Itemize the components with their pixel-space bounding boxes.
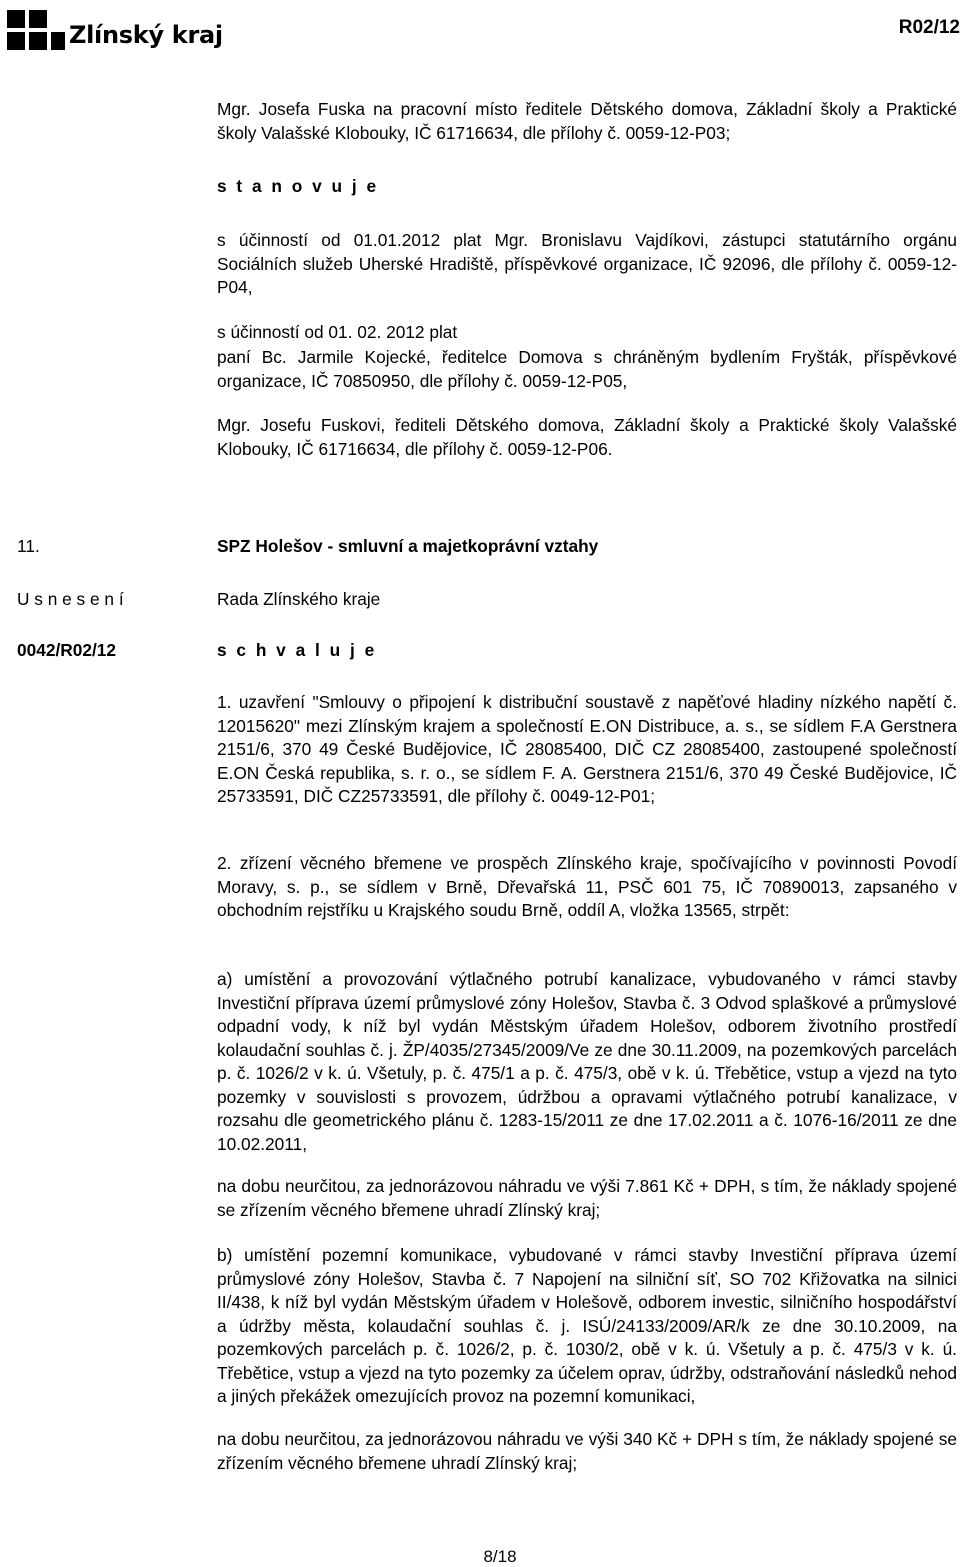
page-number: 8/18 [483,1547,517,1566]
zlinsky-kraj-logo [7,10,223,54]
document-code: R02/12 [898,17,960,38]
resolution-number: 0042/R02/12 [17,640,116,660]
item-2a-fee: na dobu neurčitou, za jednorázovou náhradu ve výši 7.861 Kč + DPH, s tím, že náklady spojené se zřízením věcného břemene uhradí Zlínský kraj; [217,1176,957,1220]
stanovuje-heading: s t a n o v u j e [217,176,379,196]
paragraph-effective-date: s účinností od 01. 02. 2012 plat [217,322,458,342]
usneseni-label: U s n e s e n í [17,589,124,609]
schvaluje-heading: s c h v a l u j e [217,640,377,660]
item-1-connection-contract: 1. uzavření "Smlouvy o připojení k distribuční soustavě z napěťové hladiny nízkého napětí č. 12015620" mezi Zlínským krajem a společností E.ON Distribuce, a. s., se sídlem F.A Gerstnera 2151/6, 370 49 České Budějovice, IČ 28085400, DIČ CZ 28085400, zastoupené společností E.ON Česká republika, s. r. o., se sídlem F. A. Gerstnera 2151/6, 370 49 České Budějovice, IČ 25733591, DIČ CZ25733591, dle přílohy č. 0049-12-P01; [217,692,957,806]
item-2-easement: 2. zřízení věcného břemene ve prospěch Zlínského kraje, spočívajícího v povinnosti Povodí Moravy, s. p., se sídlem v Brně, Dřevařská 11, PSČ 601 75, IČ 70890013, zapsaného v obchodním rejstříku u Krajského soudu Brně, oddíl A, vložka 13565, strpět: [217,853,957,920]
logo-squares-icon [7,10,67,54]
item-2a-sewer-pipe: a) umístění a provozování výtlačného potrubí kanalizace, vybudovaného v rámci stavby Investiční příprava území průmyslové zóny Holešov, Stavba č. 3 Odvod splaškové a průmyslové odpadní vody, k níž byl vydán Městským úřadem Holešov, odborem životního prostředí kolaudační souhlas č. j. ŽP/4035/27345/2009/Ve ze dne 30.11.2009, na pozemkových parcelách p. č. 1026/2 v k. ú. Všetuly, p. č. 475/1 a p. č. 475/3, obě v k. ú. Třebětice, vstup a vjezd na tyto pozemky v souvislosti s provozem, údržbou a opravami výtlačného potrubí kanalizace, v rozsahu dle geometrického plánu č. 1283-15/2011 ze dne 17.02.2011 a č. 1076-16/2011 ze dne 10.02.2011, [217,969,957,1154]
paragraph-vajdik-salary: s účinností od 01.01.2012 plat Mgr. Bronislavu Vajdíkovi, zástupci statutárního orgánu Sociálních služeb Uherské Hradiště, příspěvkové organizace, IČ 92096, dle přílohy č. 0059-12-P04, [217,230,957,297]
item-2b-road: b) umístění pozemní komunikace, vybudované v rámci stavby Investiční příprava území průmyslové zóny Holešov, Stavba č. 7 Napojení na silniční síť, SO 702 Křižovatka na silnici II/438, k níž byl vydán Městským úřadem v Holešově, odborem investic, silničního hospodářství a údržby města, kolaudační souhlas č. j. ISÚ/24133/2009/AR/k ze dne 30.10.2009, na pozemkových parcelách p. č. 1026/2, p. č. 1030/2, obě v k. ú. Všetuly a p. č. 475/3 v k. ú. Třebětice, vstup a vjezd na tyto pozemky za účelem oprav, údržby, odstraňování následků nehod a jiných překážek omezujících provoz na pozemní komunikaci, [217,1245,957,1406]
logo-text: Zlínský kraj [69,21,223,49]
paragraph-fusek-appointment: Mgr. Josefa Fuska na pracovní místo ředitele Dětského domova, Základní školy a Praktické školy Valašské Klobouky, IČ 61716634, dle přílohy č. 0059-12-P03; [217,99,957,143]
paragraph-fuskovi-salary: Mgr. Josefu Fuskovi, řediteli Dětského domova, Základní školy a Praktické školy Valašské Klobouky, IČ 61716634, dle přílohy č. 0059-12-P06. [217,415,957,459]
section-number: 11. [17,536,40,556]
paragraph-kojecka-salary: paní Bc. Jarmile Kojecké, ředitelce Domova s chráněným bydlením Fryšták, příspěvkové organizace, IČ 70850950, dle přílohy č. 0059-12-P05, [217,347,957,391]
section-title: SPZ Holešov - smluvní a majetkoprávní vztahy [217,536,599,556]
council-name: Rada Zlínského kraje [217,589,381,609]
item-2b-fee: na dobu neurčitou, za jednorázovou náhradu ve výši 340 Kč + DPH s tím, že náklady spojené se zřízením věcného břemene uhradí Zlínský kraj; [217,1429,957,1473]
